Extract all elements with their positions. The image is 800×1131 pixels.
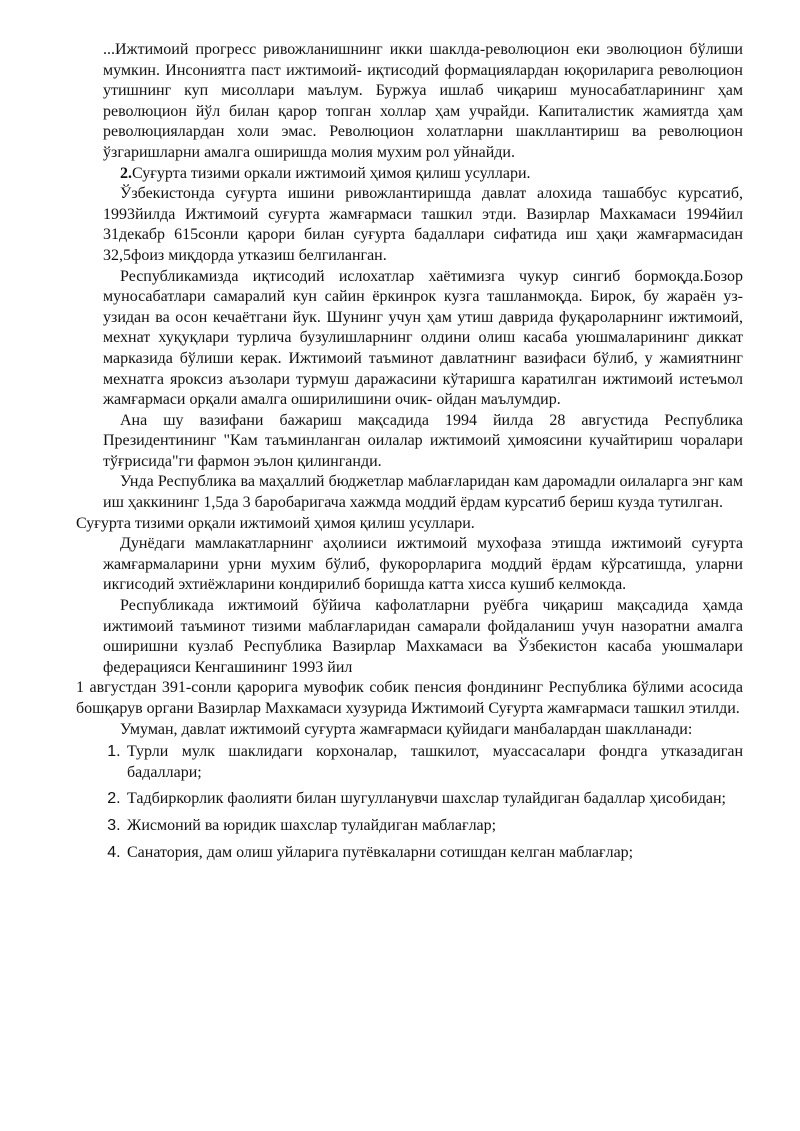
paragraph-sources-intro: Умуман, давлат ижтимоий суғурта жамғармаси қуйидаги манбалардан шаклланади: xyxy=(120,720,693,738)
section-title: Суғурта тизими оркали ижтимоий ҳимоя қилиш усуллари. xyxy=(132,164,531,182)
list-item: 1. Турли мулк шаклидаги корхоналар, ташкилот, муассасалари фондга утказадиган бадаллари; xyxy=(125,742,743,783)
section-number: 2. xyxy=(120,164,132,182)
paragraph-insurance-fund: Ўзбекистонда суғурта ишини ривожлантиришда давлат алохида ташаббус курсатиб, 1993йилда Ижтимоий суғурта жамғармаси ташкил этди. Вазирлар Махкамаси 1994йил 31декабр 615сонли қарори билан суғурта бадаллари сифатида иш ҳақи жамғармасидан 32,5фоиз миқдорда утказиш белгиланган. xyxy=(103,185,743,264)
section-heading xyxy=(103,164,743,185)
paragraph-budget-aid: Унда Республика ва маҳаллий бюджетлар маблағларидан кам даромадли оилаларга энг кам иш ҳаккининг 1,5да 3 баробаригача хажмда моддий ёрдам курсатиб бериш кузда тутилган. xyxy=(103,473,743,512)
funding-sources-list xyxy=(103,742,743,863)
paragraph-reforms: Республикамизда иқтисодий ислохатлар хаётимизга чукур сингиб бормоқда.Бозор муносабатлари самаралий кун сайин ёркинрок кузга ташланмоқда. Бирок, бу жараён уз-узидан ва осон кечаётгани йук. Шунинг учун ҳам утиш даврида фуқароларнинг ижтимоий, мехнат хуқуқлари турлича бузулишларнинг олдини олиш касаба уюшмаларининг диккат марказида бўлиши керак. Ижтимоий таъминот давлатнинг вазифаси бўлиб, у жамиятнинг мехнатга яроксиз аъзолари турмуш даражасини кўтаришга каратилган ижтимоий истеъмол жамғармаси орқали амалга оширилишини очик- ойдан маълумдир. xyxy=(103,267,743,409)
paragraph-world-countries: Дунёдаги мамлакатларнинг аҳолииси ижтимоий мухофаза этишда ижтимоий суғурта жамғармаларини урни мухим бўлиб, фукорорларига моддий ёрдам кўрсатишда, уларни икгисодий эхтиёжларини кондирилиб боришда катта хисса кушиб келмокда. xyxy=(103,535,743,594)
paragraph-resolution: 1 августдан 391-сонли қарорига мувофик собик пенсия фондининг Республика бўлими асосида бошқарув органи Вазирлар Махкамаси хузурида Ижтимоий Суғурта жамғармаси ташкил этилди. xyxy=(76,679,743,717)
list-item: 2. Тадбиркорлик фаолияти билан шугулланувчи шахслар тулайдиган бадаллар ҳисобидан; xyxy=(125,789,743,810)
paragraph-intro: ...Ижтимоий прогресс ривожланишнинг икки шаклда-революцион еки эволюцион бўлиши мумкин. Инсониятга паст ижтимоий- иқтисодий формациялардан юқориларига революцион утишнинг куп мисоллари маълум. Буржуа ишлаб чиқариш муносабатларининг ҳам революцион йўл билан қарор топган холлар ҳам учрайди. Капиталистик жамиятда ҳам революциялардан холи эмас. Революцион холатларни шакллантириш ва революцион ўзгаришларни амалга оширишда молия мухим рол уйнайди. xyxy=(103,41,743,161)
list-item: 3. Жисмоний ва юридик шахслар тулайдиган маблағлар; xyxy=(125,816,743,837)
paragraph-decree: Ана шу вазифани бажариш мақсадида 1994 йилда 28 августида Республика Президентининг "Кам таъминланган оилалар ижтимоий ҳимоясини кучайтириш чоралари тўғрисида"ги фармон эълон қилинганди. xyxy=(103,411,743,470)
subheading-insurance-methods: Суғурта тизими орқали ижтимоий ҳимоя қилиш усуллари. xyxy=(76,514,475,532)
list-item: 4. Санатория, дам олиш уйларига путёвкаларни сотишдан келган маблағлар; xyxy=(125,843,743,864)
paragraph-guarantees: Республикада ижтимоий бўйича кафолатларни руёбга чиқариш мақсадида ҳамда ижтимоий таъминот тизими маблағларидан самарали фойдаланиш учун назоратни амалга оширишни кузлаб Республика Вазирлар Махкамаси ва Ўзбекистон касаба уюшмалари федерацияси Кенгашининг 1993 йил xyxy=(103,597,743,676)
